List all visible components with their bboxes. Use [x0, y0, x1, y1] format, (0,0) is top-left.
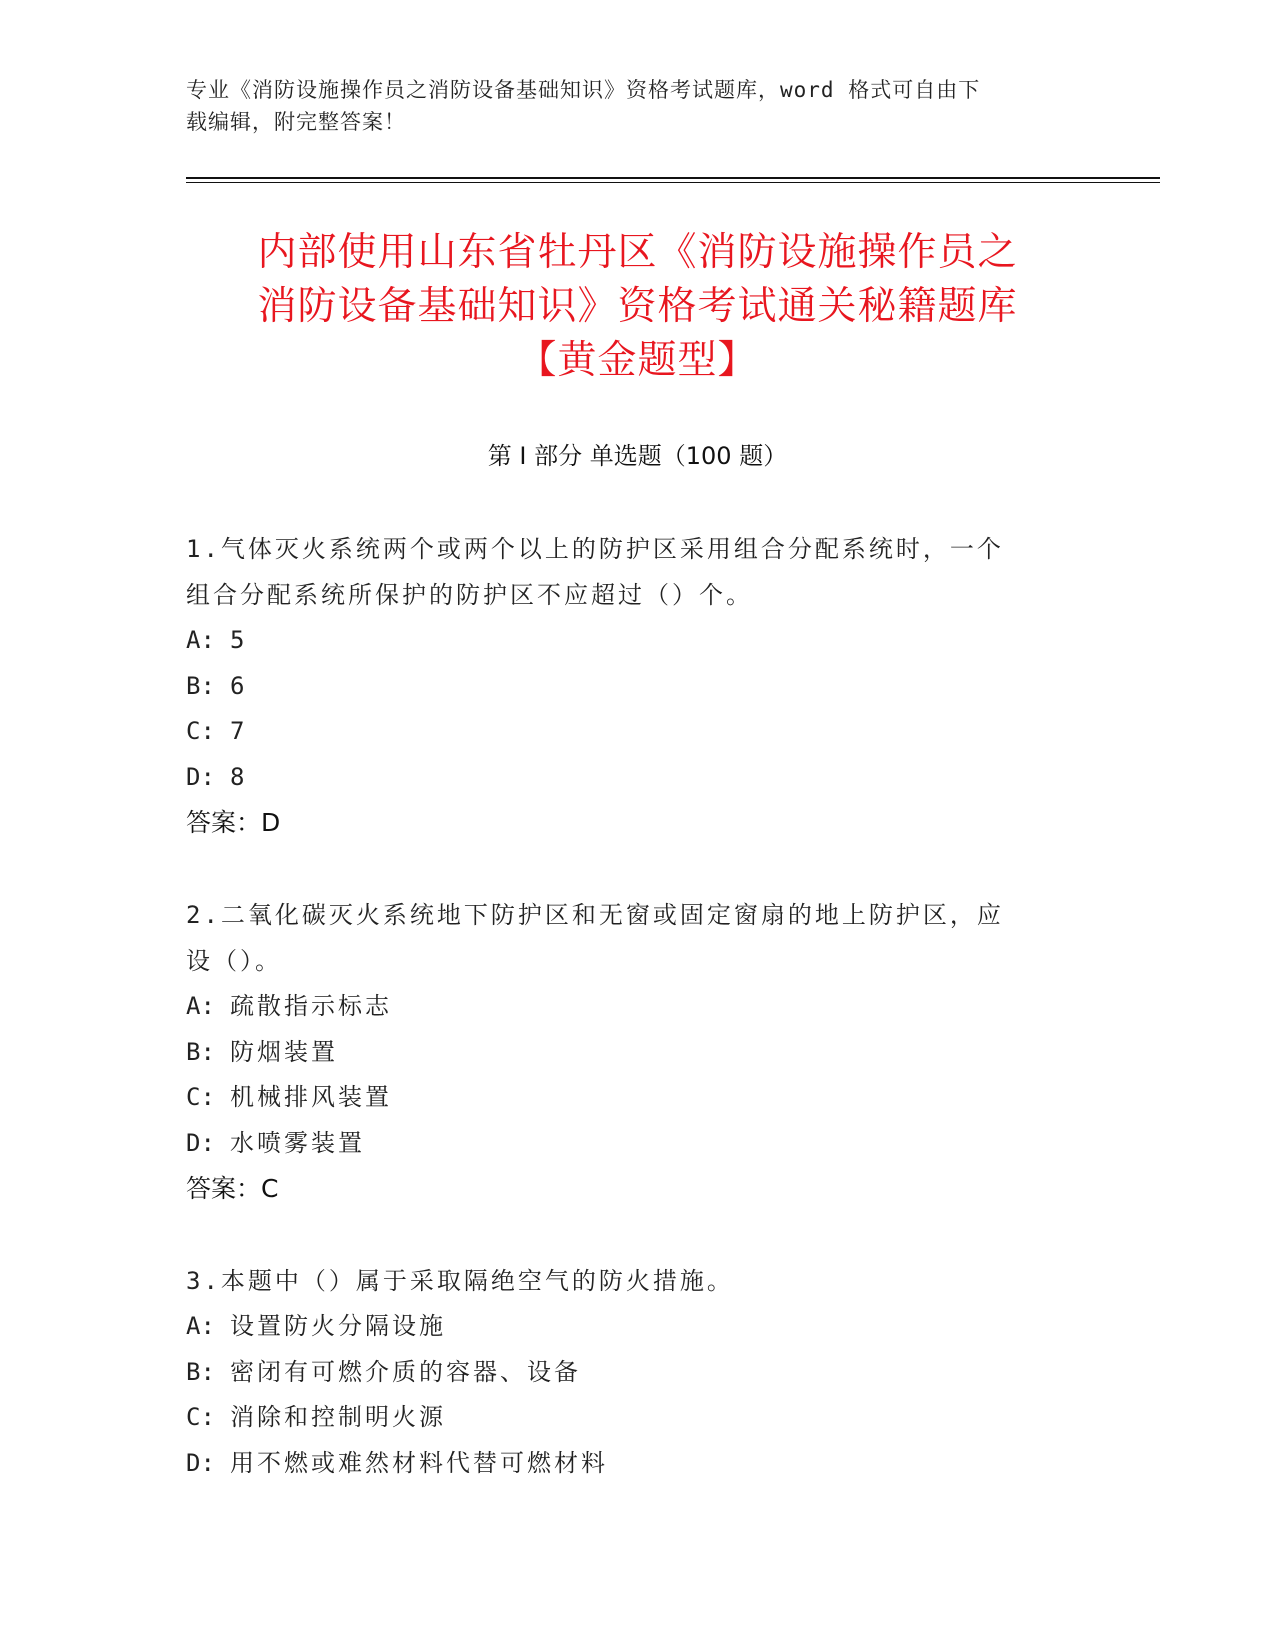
option-a — [186, 984, 1066, 1030]
option-a — [186, 1304, 1066, 1350]
option-letter: B: — [186, 671, 215, 700]
option-letter: A: — [186, 626, 215, 654]
question-stem — [186, 526, 1066, 618]
option-c — [186, 709, 1066, 755]
option-letter: D: — [186, 1128, 215, 1157]
option-text: 消除和控制明火源 — [230, 1403, 446, 1431]
question-stem-line: 组合分配系统所保护的防护区不应超过（）个。 — [186, 581, 753, 609]
question-2 — [186, 892, 1066, 1212]
question-list — [186, 526, 1066, 1532]
option-c — [186, 1075, 1066, 1121]
option-text: 密闭有可燃介质的容器、设备 — [230, 1357, 581, 1386]
answer-line: 答案：C — [186, 1174, 279, 1203]
option-letter: D: — [186, 762, 215, 791]
section-heading: 第 I 部分 单选题（100 题） — [487, 442, 788, 470]
option-text: 7 — [230, 717, 248, 745]
answer-line: 答案：D — [186, 808, 281, 837]
option-letter: D: — [186, 1448, 215, 1477]
option-letter: C: — [186, 1403, 215, 1431]
header-note-line-2: 载编辑，附完整答案！ — [186, 110, 406, 134]
option-text: 防烟装置 — [230, 1037, 338, 1066]
option-text: 用不燃或难然材料代替可燃材料 — [230, 1448, 608, 1477]
option-text: 8 — [230, 762, 248, 791]
question-3 — [186, 1258, 1066, 1486]
question-stem-line: 设（）。 — [186, 947, 282, 975]
document-title-line-2: 消防设备基础知识》资格考试通关秘籍题库 — [257, 284, 1018, 329]
option-d — [186, 1441, 1066, 1487]
option-letter: C: — [186, 717, 215, 745]
option-text: 机械排风装置 — [230, 1083, 392, 1111]
option-text: 水喷雾装置 — [230, 1128, 365, 1157]
option-text: 设置防火分隔设施 — [230, 1312, 446, 1340]
question-1 — [186, 526, 1066, 846]
option-text: 6 — [230, 671, 248, 700]
question-stem-line: 1.气体灭火系统两个或两个以上的防护区采用组合分配系统时，一个 — [186, 535, 1004, 563]
option-letter: A: — [186, 1312, 215, 1340]
option-a — [186, 618, 1066, 664]
option-letter: B: — [186, 1357, 215, 1386]
option-b — [186, 664, 1066, 710]
option-b — [186, 1350, 1066, 1396]
option-c — [186, 1395, 1066, 1441]
question-stem-line: 2.二氧化碳灭火系统地下防护区和无窗或固定窗扇的地上防护区，应 — [186, 901, 1004, 929]
option-d — [186, 1121, 1066, 1167]
option-d — [186, 755, 1066, 801]
question-stem — [186, 892, 1066, 984]
header-note — [186, 74, 1066, 138]
option-letter: B: — [186, 1037, 215, 1066]
option-b — [186, 1030, 1066, 1076]
question-stem-line: 3.本题中（）属于采取隔绝空气的防火措施。 — [186, 1267, 734, 1295]
question-stem — [186, 1258, 1066, 1304]
option-text: 疏散指示标志 — [230, 992, 392, 1020]
header-divider-thin — [186, 182, 1160, 183]
option-letter: A: — [186, 992, 215, 1020]
option-letter: C: — [186, 1083, 215, 1111]
document-title-line-1: 内部使用山东省牡丹区《消防设施操作员之 — [257, 230, 1018, 275]
document-title-line-3: 【黄金题型】 — [517, 338, 758, 383]
option-text: 5 — [230, 626, 248, 654]
document-title — [130, 226, 1145, 388]
header-note-line-1: 专业《消防设施操作员之消防设备基础知识》资格考试题库，word 格式可自由下 — [186, 78, 981, 102]
header-divider-thick — [186, 177, 1160, 179]
